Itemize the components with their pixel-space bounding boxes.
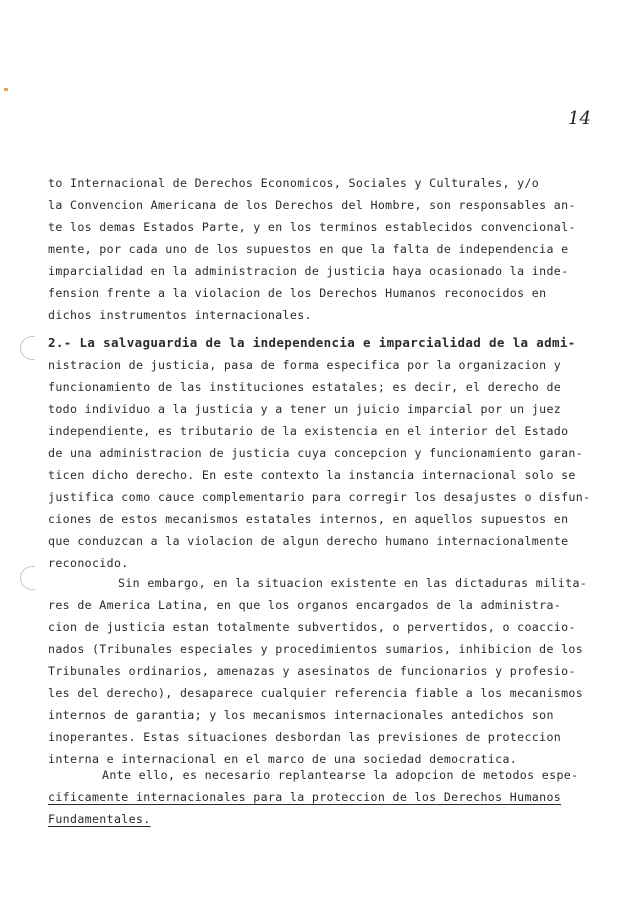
text-line: res de America Latina, en que los organos encargados de la administra- bbox=[48, 598, 562, 612]
text-line: ciones de estos mecanismos estatales internos, en aquellos supuestos en bbox=[48, 512, 569, 526]
text-line: justifica como cauce complementario para corregir los desajustes o disfun- bbox=[48, 490, 591, 504]
text-line: dichos instrumentos internacionales. bbox=[48, 308, 312, 322]
text-line: te los demas Estados Parte, y en los terminos establecidos convencional- bbox=[48, 220, 576, 234]
text-line: imparcialidad en la administracion de justicia haya ocasionado la inde- bbox=[48, 264, 569, 278]
text-line: Tribunales ordinarios, amenazas y asesinatos de funcionarios y profesio- bbox=[48, 664, 576, 678]
text-line: internos de garantia; y los mecanismos internacionales antedichos son bbox=[48, 708, 554, 722]
text-line: todo individuo a la justicia y a tener un juicio imparcial por un juez bbox=[48, 402, 562, 416]
text-line: cion de justicia estan totalmente subvertidos, o pervertidos, o coaccio- bbox=[48, 620, 576, 634]
text-line: independiente, es tributario de la existencia en el interior del Estado bbox=[48, 424, 569, 438]
punch-hole bbox=[20, 566, 35, 590]
text-line: Sin embargo, en la situacion existente en las dictaduras milita- bbox=[118, 576, 588, 590]
text-line: nistracion de justicia, pasa de forma especifica por la organizacion y bbox=[48, 358, 562, 372]
text-line: que conduzcan a la violacion de algun derecho humano internacionalmente bbox=[48, 534, 569, 548]
text-line: de una administracion de justicia cuya concepcion y funcionamiento garan- bbox=[48, 446, 584, 460]
text-line: les del derecho), desaparece cualquier referencia fiable a los mecanismos bbox=[48, 686, 584, 700]
text-line: inoperantes. Estas situaciones desbordan las previsiones de proteccion bbox=[48, 730, 562, 744]
punch-hole bbox=[20, 336, 35, 360]
text-line: fension frente a la violacion de los Derechos Humanos reconocidos en bbox=[48, 286, 547, 300]
text-line: la Convencion Americana de los Derechos del Hombre, son responsables an- bbox=[48, 198, 576, 212]
text-line: mente, por cada uno de los supuestos en que la falta de independencia e bbox=[48, 242, 569, 256]
text-line: interna e internacional en el marco de una sociedad democratica. bbox=[48, 752, 518, 766]
text-line-underlined: Fundamentales. bbox=[48, 812, 151, 826]
text-line: Ante ello, es necesario replantearse la adopcion de metodos espe- bbox=[102, 768, 579, 782]
text-line: nados (Tribunales especiales y procedimientos sumarios, inhibicion de los bbox=[48, 642, 584, 656]
text-line-underlined: cificamente internacionales para la proteccion de los Derechos Humanos bbox=[48, 790, 562, 804]
text-line: ticen dicho derecho. En este contexto la instancia internacional solo se bbox=[48, 468, 576, 482]
page-number: 14 bbox=[568, 108, 591, 129]
text-line: reconocido. bbox=[48, 556, 129, 570]
margin-mark bbox=[4, 88, 8, 91]
text-line: to Internacional de Derechos Economicos, Sociales y Culturales, y/o bbox=[48, 176, 540, 190]
text-line: funcionamiento de las instituciones estatales; es decir, el derecho de bbox=[48, 380, 562, 394]
paragraph-2-first-line: 2.- La salvaguardia de la independencia e imparcialidad de la admi- bbox=[48, 335, 576, 350]
